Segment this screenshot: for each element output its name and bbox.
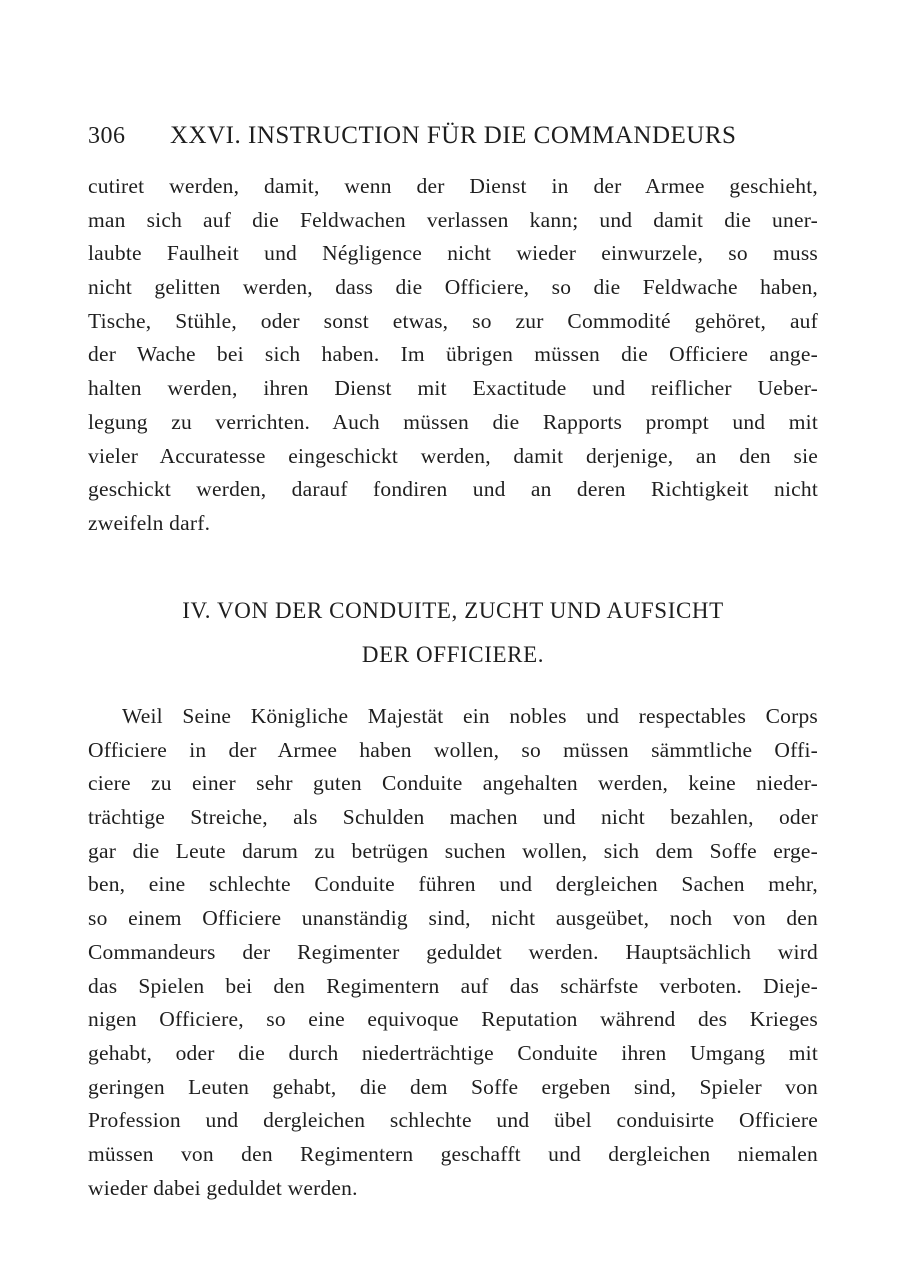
continued-paragraph [88,170,818,541]
text-line: gar die Leute darum zu betrügen suchen wollen, sich dem Soffe erge- [88,838,818,863]
text-line: ben, eine schlechte Conduite führen und dergleichen Sachen mehr, [88,872,818,897]
text-line: legung zu verrichten. Auch müssen die Rapports prompt und mit [88,409,818,434]
text-line: Tische, Stühle, oder sonst etwas, so zur Commodité gehöret, auf [88,308,818,333]
text-line: müssen von den Regimentern geschafft und dergleichen niemalen [88,1141,818,1166]
text-line: vieler Accuratesse eingeschickt werden, damit derjenige, an den sie [88,443,818,468]
text-line: trächtige Streiche, als Schulden machen und nicht bezahlen, oder [88,805,818,830]
text-line: ciere zu einer sehr guten Conduite angehalten werden, keine nieder- [88,771,818,796]
running-head-title: XXVI. INSTRUCTION FÜR DIE COMMANDEURS [170,122,737,149]
text-line: geringen Leuten gehabt, die dem Soffe ergeben sind, Spieler von [88,1074,818,1099]
running-head [88,122,828,158]
text-line: gehabt, oder die durch niederträchtige Conduite ihren Umgang mit [88,1040,818,1065]
text-line: nigen Officiere, so eine equivoque Reputation während des Krieges [88,1007,818,1032]
text-line: Weil Seine Königliche Majestät ein nobles und respectables Corps [122,704,818,728]
text-line: laubte Faulheit und Négligence nicht wieder einwurzele, so muss [88,241,818,266]
text-line: Officiere in der Armee haben wollen, so müssen sämmtliche Offi- [88,737,818,762]
text-line: cutiret werden, damit, wenn der Dienst in der Armee geschieht, [88,174,818,198]
section-paragraph [88,700,818,1205]
section-heading-line-2: DER OFFICIERE. [361,642,545,667]
text-line: wieder dabei geduldet werden. [88,1175,358,1200]
text-line: der Wache bei sich haben. Im übrigen müssen die Officiere ange- [88,342,818,367]
text-line: Profession und dergleichen schlechte und übel conduisirte Officiere [88,1108,818,1133]
text-line: halten werden, ihren Dienst mit Exactitude und reiflicher Ueber- [88,376,818,401]
text-line: Commandeurs der Regimenter geduldet werden. Hauptsächlich wird [88,939,818,964]
text-line: nicht gelitten werden, dass die Officiere, so die Feldwache haben, [88,275,818,300]
text-line: man sich auf die Feldwachen verlassen kann; und damit die uner- [88,207,818,232]
page-number: 306 [88,123,126,149]
text-line: so einem Officiere unanständig sind, nicht ausgeübet, noch von den [88,906,818,931]
text-line: geschickt werden, darauf fondiren und an deren Richtigkeit nicht [88,477,818,502]
section-heading-line-1: IV. VON DER CONDUITE, ZUCHT UND AUFSICHT [182,598,724,623]
text-line: das Spielen bei den Regimentern auf das schärfste verboten. Dieje- [88,973,818,998]
text-line: zweifeln darf. [88,510,211,535]
